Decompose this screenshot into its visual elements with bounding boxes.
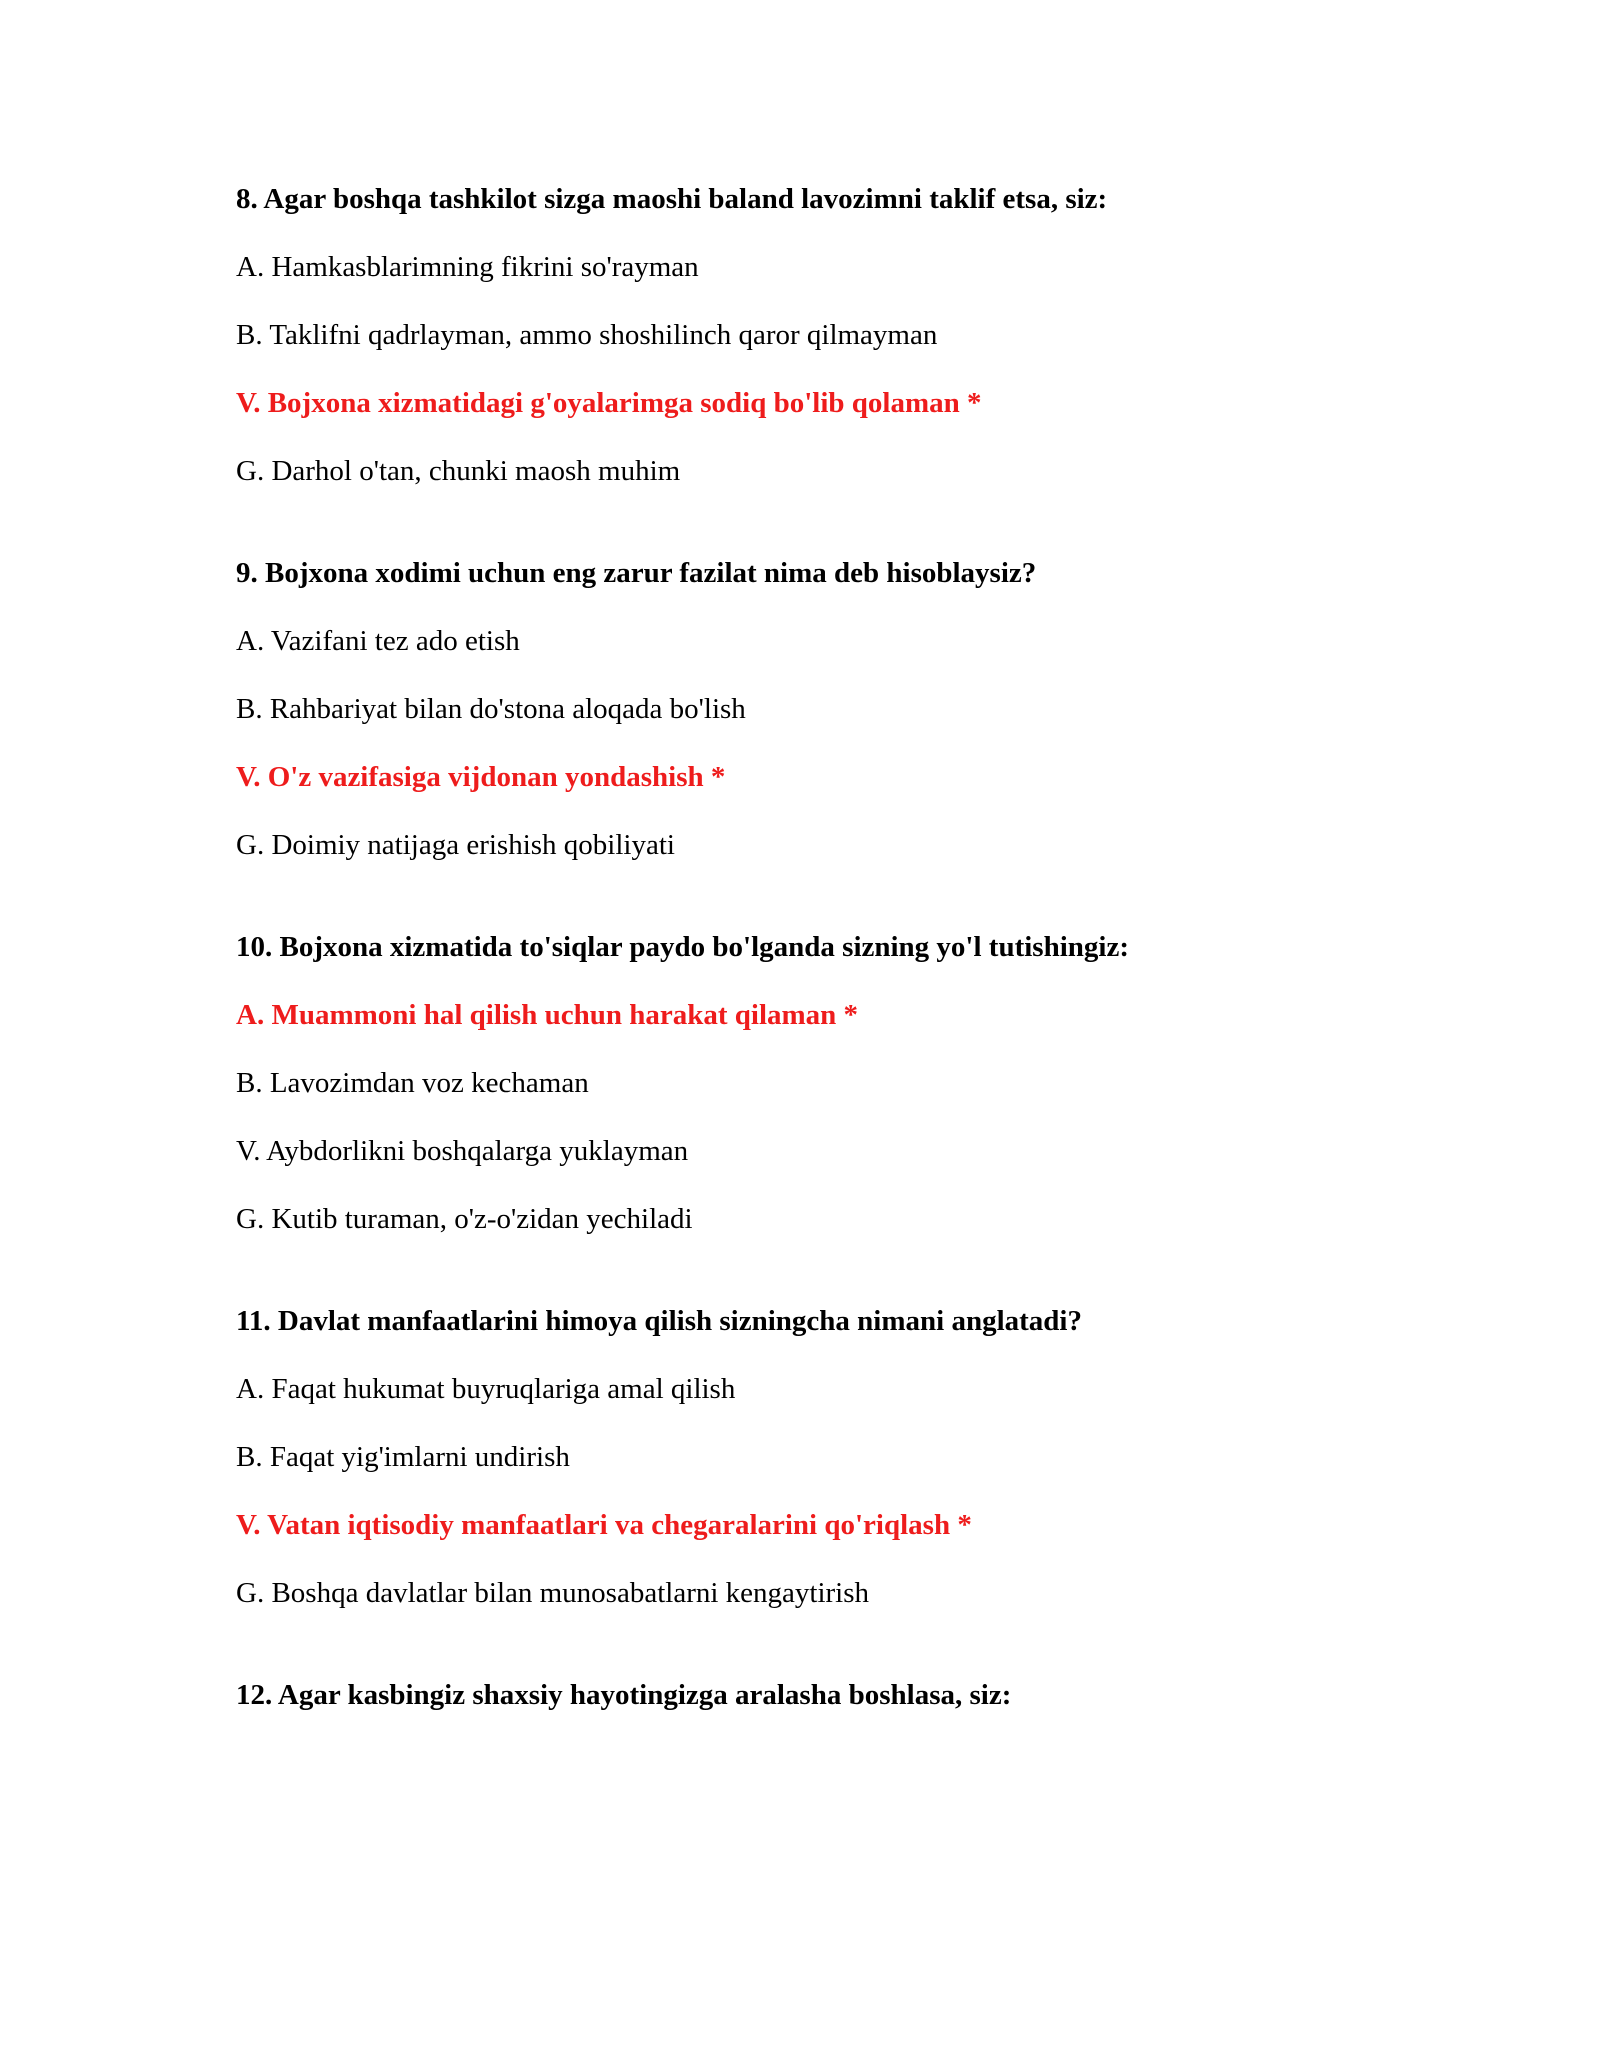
question-10 [236,930,1436,1236]
question-title: 12. Agar kasbingiz shaxsiy hayotingizga aralasha boshlasa, siz: [236,1679,1012,1711]
answer-option-a: A. Faqat hukumat buyruqlariga amal qilish [236,1373,736,1405]
answer-option-a: A. Hamkasblarimning fikrini so'rayman [236,251,699,283]
answer-option-v-correct: V. Bojxona xizmatidagi g'oyalarimga sodiq bo'lib qolaman * [236,387,982,419]
answer-option-g: G. Kutib turaman, o'z-o'zidan yechiladi [236,1203,693,1235]
answer-option-a-correct: A. Muammoni hal qilish uchun harakat qilaman * [236,999,859,1031]
question-11 [236,1304,1436,1610]
question-title: 8. Agar boshqa tashkilot sizga maoshi baland lavozimni taklif etsa, siz: [236,183,1108,215]
answer-option-v-correct: V. Vatan iqtisodiy manfaatlari va chegaralarini qo'riqlash * [236,1509,972,1541]
answer-option-g: G. Boshqa davlatlar bilan munosabatlarni kengaytirish [236,1577,870,1609]
answer-option-v-correct: V. O'z vazifasiga vijdonan yondashish * [236,761,726,793]
answer-option-g: G. Doimiy natijaga erishish qobiliyati [236,829,675,861]
answer-option-b: B. Taklifni qadrlayman, ammo shoshilinch qaror qilmayman [236,319,938,351]
question-9 [236,556,1436,862]
answer-option-b: B. Faqat yig'imlarni undirish [236,1441,570,1473]
answer-option-g: G. Darhol o'tan, chunki maosh muhim [236,455,681,487]
answer-option-b: B. Rahbariyat bilan do'stona aloqada bo'lish [236,693,746,725]
answer-option-a: A. Vazifani tez ado etish [236,625,520,657]
question-title: 10. Bojxona xizmatida to'siqlar paydo bo'lganda sizning yo'l tutishingiz: [236,931,1129,963]
question-8 [236,182,1436,488]
question-title: 11. Davlat manfaatlarini himoya qilish sizningcha nimani anglatadi? [236,1305,1082,1337]
question-list [236,182,1436,1746]
question-title: 9. Bojxona xodimi uchun eng zarur fazilat nima deb hisoblaysiz? [236,557,1037,589]
answer-option-v: V. Aybdorlikni boshqalarga yuklayman [236,1135,689,1167]
question-12 [236,1678,1436,1712]
answer-option-b: B. Lavozimdan voz kechaman [236,1067,589,1099]
